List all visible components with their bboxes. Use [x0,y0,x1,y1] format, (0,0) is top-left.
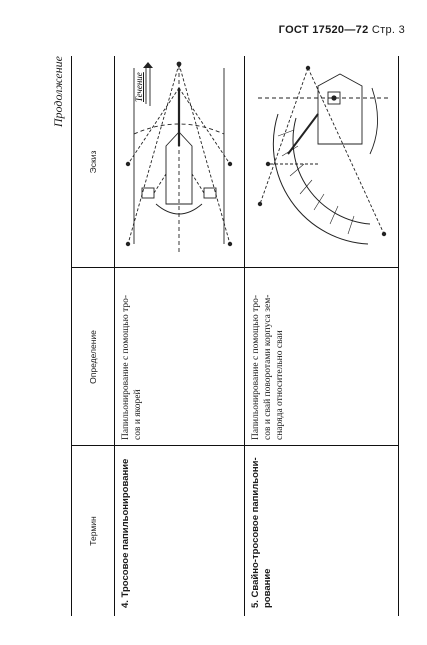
anchor-icon [126,242,130,246]
terms-table [71,56,399,616]
hatch-line [314,194,324,210]
anchor-markers [258,66,386,236]
table-row-term [250,450,274,608]
continuation-label: Продолжение [51,56,65,128]
definition-line: Папильонирование с помощью тро- [121,294,131,440]
arrow-right-icon [143,62,153,68]
cable-line [179,64,230,244]
hatch-line [348,216,354,234]
dredger-ladder [288,114,318,154]
term-line: 5. Свайно-тросовое папильони- [250,457,261,608]
table-row-term [120,450,132,608]
spud-icon [331,95,336,100]
column-divider [72,445,398,446]
cut-hatching [278,130,354,234]
cut-arc-inner [293,118,370,224]
cable-line [192,174,204,193]
column-header-definition: Определение [88,330,98,384]
sketch-cable-papillon [116,60,242,264]
column-header-term: Термин [88,516,98,546]
hatch-line [330,206,338,224]
anchor-icon [177,62,182,67]
table-header-row [72,56,115,616]
table-row-definition [250,270,286,440]
definition-line: снаряда относительно сваи [275,330,285,440]
cable-line [154,174,166,193]
anchor-icon [306,66,310,70]
term-line: 4. Тросовое папильонирование [120,458,131,608]
cable-line [308,68,384,234]
anchor-icon [228,242,232,246]
rotated-table-page [47,56,397,616]
anchor-icon [126,162,130,166]
anchor-icon [258,202,262,206]
term-line: рование [262,568,273,608]
cut-arc-outer [273,114,368,244]
definition-line: Папильонирование с помощью тро- [251,294,261,440]
current-indicator [134,62,153,106]
anchor-icon [228,162,232,166]
column-header-sketch: Эскиз [88,150,98,174]
current-label: Течение [134,72,144,102]
anchor-icon [266,162,270,166]
definition-line: сов и якорей [133,389,143,440]
anchor-icon [382,232,386,236]
dredger-hull [318,74,362,144]
definition-line: сов и свай поворотами корпуса зем- [263,294,273,440]
sketch-spud-cable-papillon [248,60,396,264]
column-divider [72,267,398,268]
page-header [279,24,405,36]
page-number: Стр. 3 [371,24,405,36]
table-row-definition [120,270,144,440]
row-divider [244,56,245,616]
standard-number: ГОСТ 17520—72 [278,24,369,36]
